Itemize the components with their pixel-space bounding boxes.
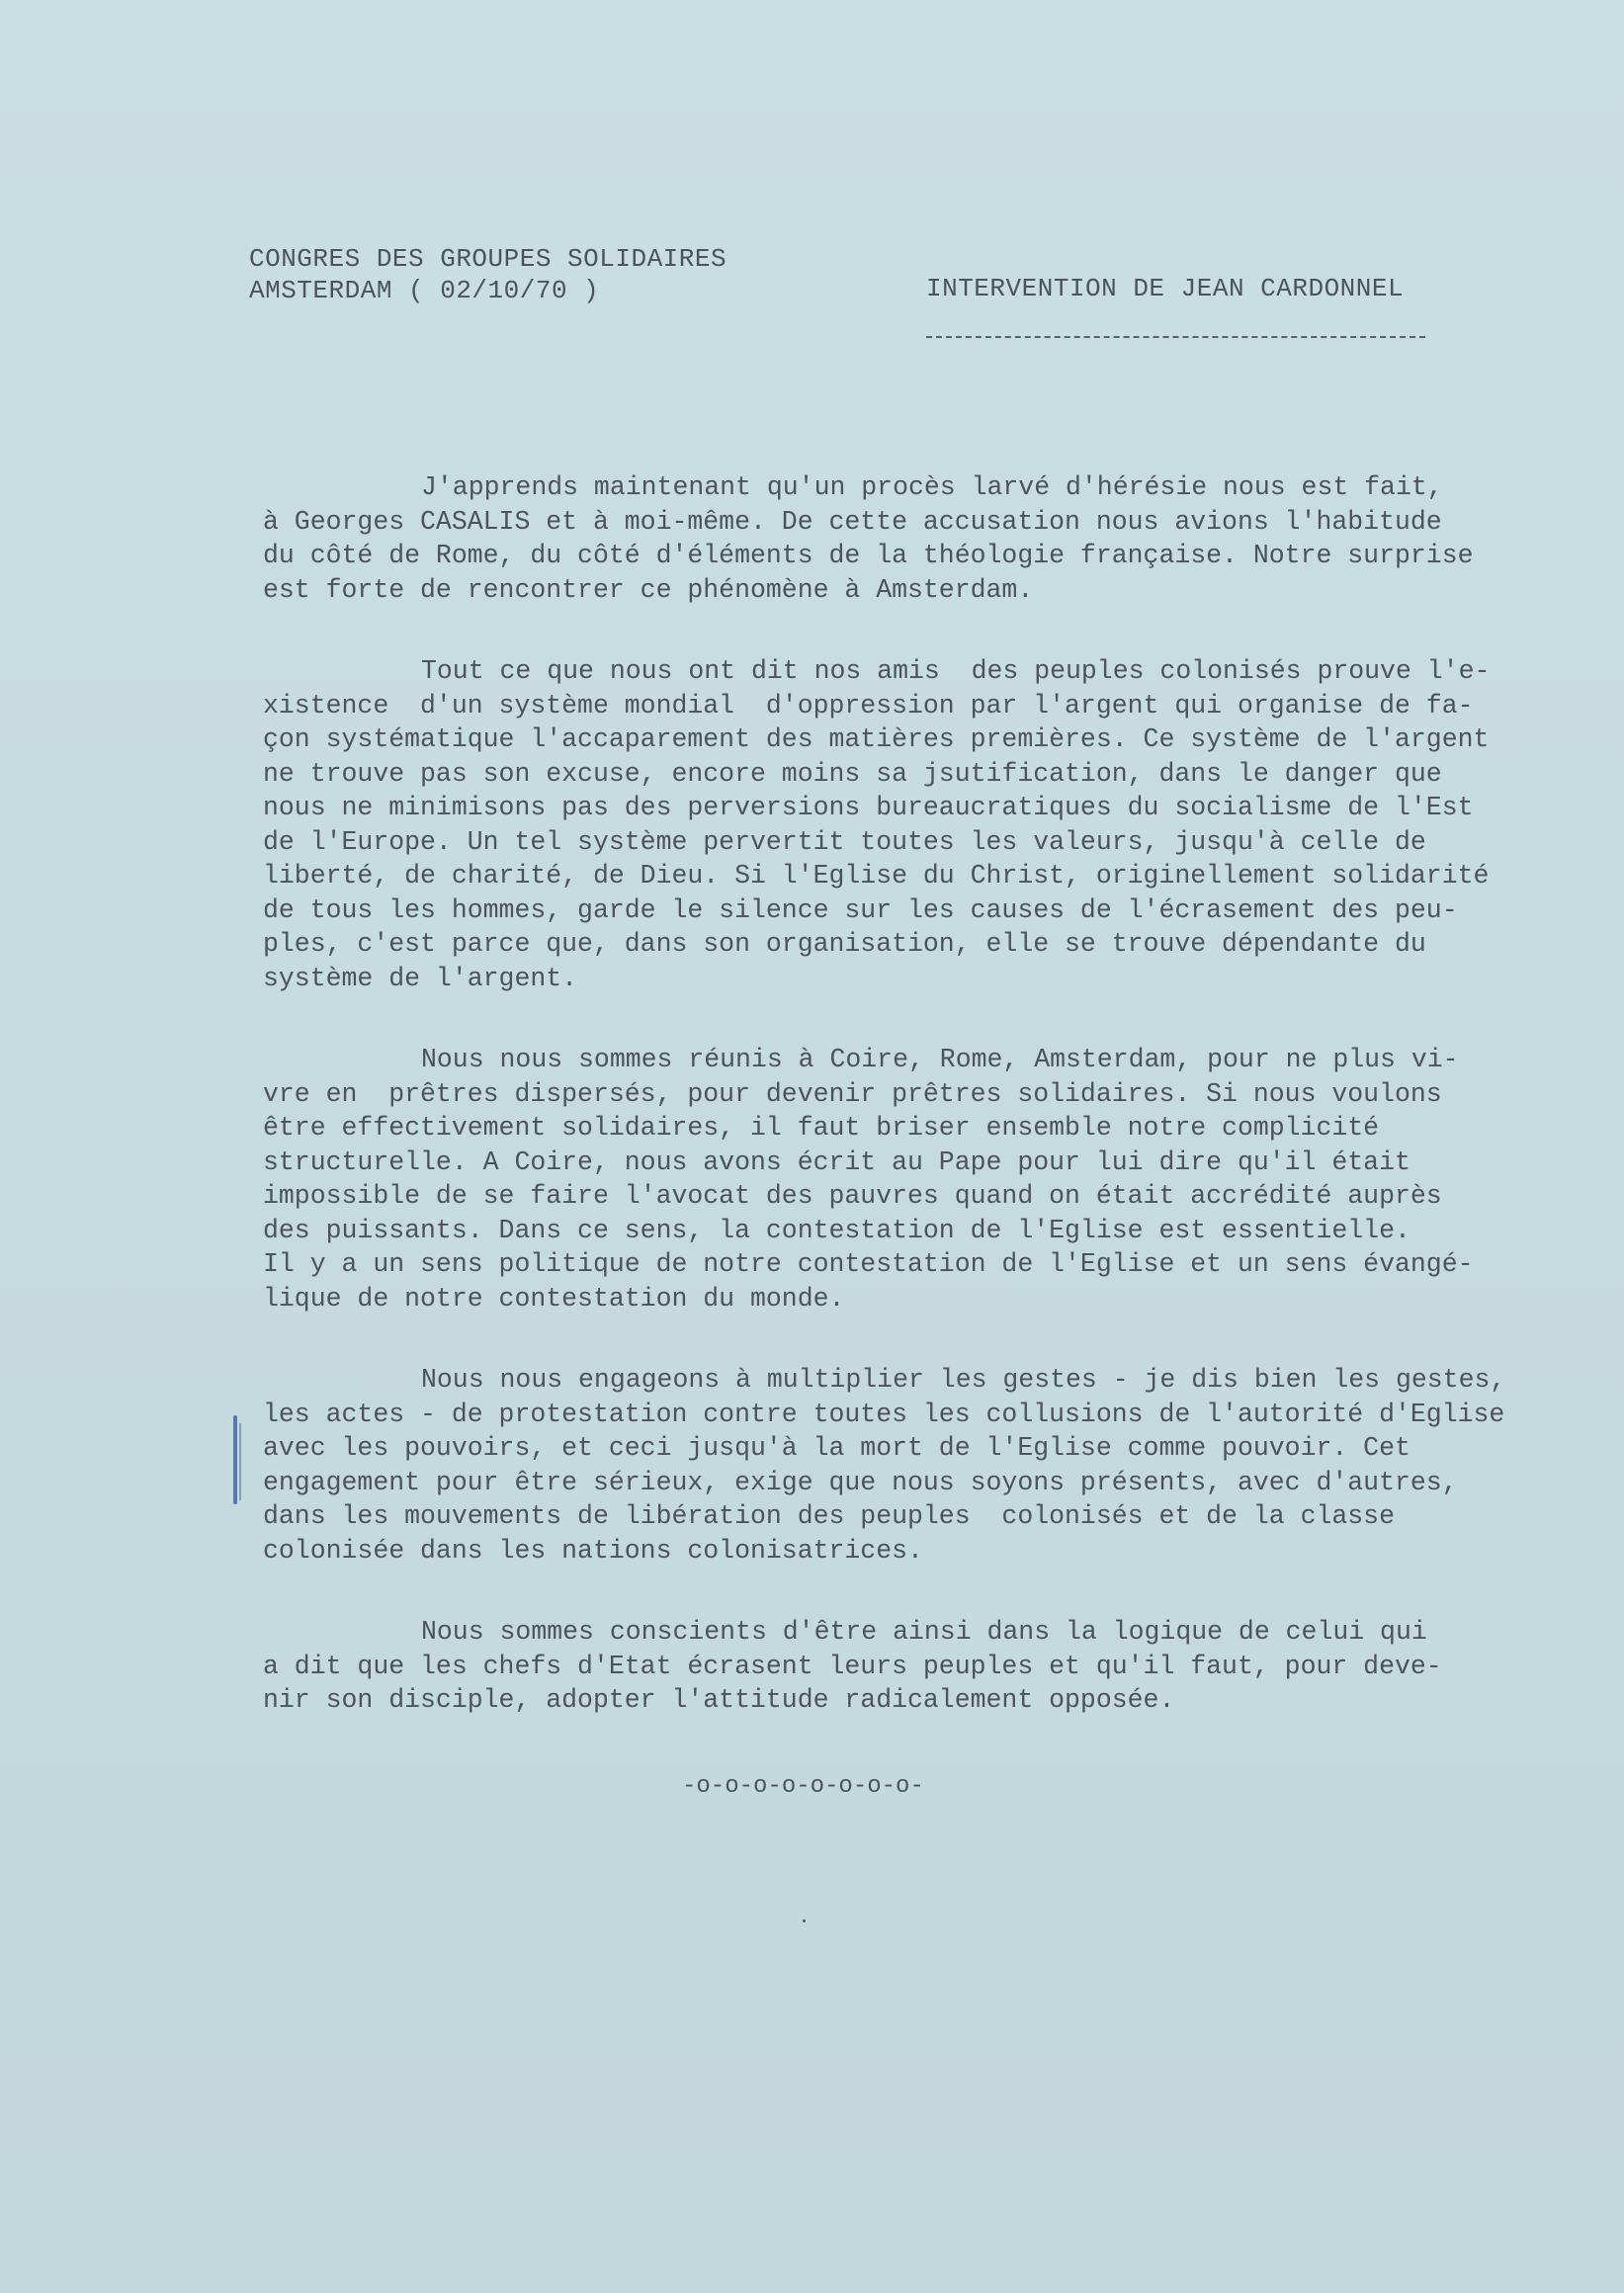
text-line: système de l'argent. [263,963,578,993]
text-line: impossible de se faire l'avocat des pauvres quand on était accrédité auprès [263,1181,1442,1211]
text-line: Nous nous engageons à multiplier les gestes - je dis bien les gestes, [421,1365,1506,1395]
text-line: être effectivement solidaires, il faut briser ensemble notre complicité [263,1113,1380,1143]
text-line: avec les pouvoirs, et ceci jusqu'à la mort de l'Eglise comme pouvoir. Cet [263,1433,1410,1463]
text-line: de tous les hommes, garde le silence sur les causes de l'écrasement des peu- [263,894,1458,925]
text-line: Il y a un sens politique de notre contestation de l'Eglise et un sens évangé- [263,1249,1474,1279]
body-text [263,470,1578,1765]
text-line: vre en prêtres dispersés, pour devenir prêtres solidaires. Si nous voulons [263,1078,1442,1109]
text-line: Nous nous sommes réunis à Coire, Rome, Amsterdam, pour ne plus vi- [421,1045,1459,1074]
paragraph-2 [263,654,1578,995]
text-line: ples, c'est parce que, dans son organisation, elle se trouve dépendante du [263,929,1426,959]
congress-location-date: AMSTERDAM ( 02/10/70 ) [249,276,600,305]
text-line: à Georges CASALIS et à moi-même. De cette accusation nous avions l'habitude [263,506,1442,537]
text-line: des puissants. Dans ce sens, la contestation de l'Eglise est essentielle. [263,1215,1410,1245]
intervention-title: INTERVENTION DE JEAN CARDONNEL [926,274,1405,303]
text-line: colonisée dans les nations colonisatrices. [263,1535,923,1566]
paragraph-1 [263,470,1578,607]
text-line: J'apprends maintenant qu'un procès larvé d'hérésie nous est fait, [421,472,1443,502]
text-line: les actes - de protestation contre toutes les collusions de l'autorité d'Eglise [263,1399,1505,1429]
text-line: lique de notre contestation du monde. [263,1283,845,1314]
text-line: Tout ce que nous ont dit nos amis des peuples colonisés prouve l'e- [421,656,1491,686]
text-line: engagement pour être sérieux, exige que nous soyons présents, avec d'autres, [263,1467,1458,1497]
end-separator: -o-o-o-o-o-o-o-o- [682,1773,924,1800]
congress-header [249,243,727,306]
paragraph-4 [263,1363,1578,1568]
text-line: nous ne minimisons pas des perversions bureaucratiques du socialisme de l'Est [263,793,1474,822]
text-line: structurelle. A Coire, nous avons écrit au Pape pour lui dire qu'il était [263,1146,1410,1177]
text-line: nir son disciple, adopter l'attitude radicalement opposée. [263,1685,1175,1715]
margin-pen-mark [233,1415,237,1504]
text-line: a dit que les chefs d'Etat écrasent leurs peuples et qu'il faut, pour deve- [263,1651,1442,1681]
paragraph-3 [263,1043,1578,1316]
text-line: de l'Europe. Un tel système pervertit toutes les valeurs, jusqu'à celle de [263,826,1426,857]
text-line: xistence d'un système mondial d'oppression par l'argent qui organise de fa- [263,690,1474,721]
congress-title: CONGRES DES GROUPES SOLIDAIRES [249,244,727,274]
paragraph-5 [263,1615,1578,1718]
title-underline [926,336,1425,338]
text-line: ne trouve pas son excuse, encore moins sa jsutification, dans le danger que [263,758,1442,789]
text-line: liberté, de charité, de Dieu. Si l'Eglise du Christ, originellement solidarité [263,861,1490,891]
margin-pen-mark-secondary [239,1423,241,1500]
paper-speck [803,1919,806,1922]
text-line: çon systématique l'accaparement des matières premières. Ce système de l'argent [263,724,1490,754]
text-line: du côté de Rome, du côté d'éléments de la théologie française. Notre surprise [263,541,1474,570]
text-line: est forte de rencontrer ce phénomène à Amsterdam. [263,574,1034,605]
text-line: Nous sommes conscients d'être ainsi dans la logique de celui qui [421,1617,1427,1647]
text-line: dans les mouvements de libération des peuples colonisés et de la classe [263,1501,1395,1531]
